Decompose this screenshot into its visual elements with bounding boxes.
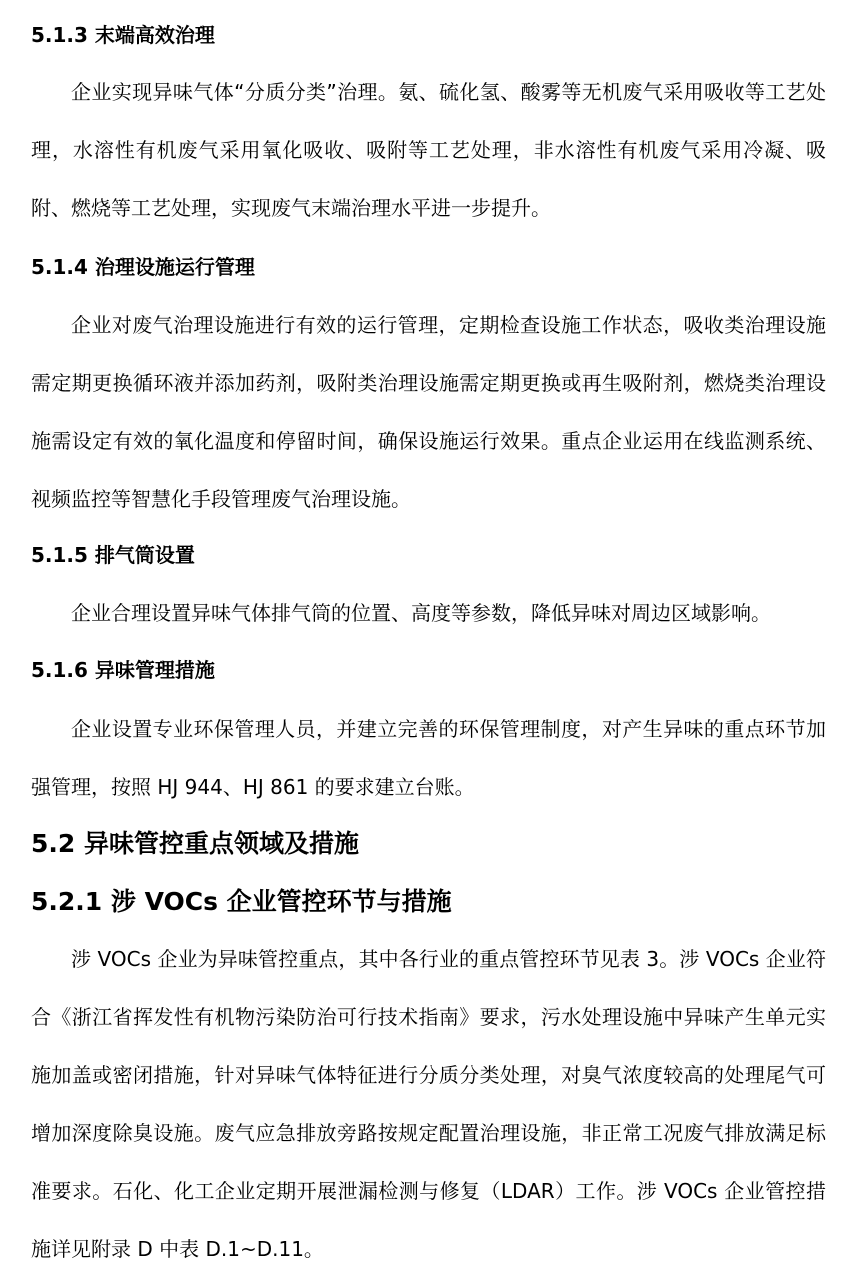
heading-5-2: 5.2 异味管控重点领域及措施 — [31, 829, 359, 858]
paragraph-5-2-1: 涉 VOCs 企业为异味管控重点，其中各行业的重点管控环节见表 3。涉 VOCs 企业符合《浙江省挥发性有机物污染防治可行技术指南》要求，污水处理设施中异味产生单元实施加盖或密闭措施，针对异味气体特征进行分质分类处理，对臭气浓度较高的处理尾气可增加深度除臭设施。废气应急排放旁路按规定配置治理设施，非正常工况废气排放满足标准要求。石化、化工企业定期开展泄漏检测与修复（LDAR）工作。涉 VOCs 企业管控措施详见附录 D 中表 D.1~D.11。 — [31, 947, 826, 1261]
paragraph-5-1-5: 企业合理设置异味气体排气筒的位置、高度等参数，降低异味对周边区域影响。 — [71, 601, 771, 625]
heading-5-1-5: 5.1.5 排气筒设置 — [31, 543, 195, 567]
paragraph-5-1-4: 企业对废气治理设施进行有效的运行管理，定期检查设施工作状态，吸收类治理设施需定期更换循环液并添加药剂，吸附类治理设施需定期更换或再生吸附剂，燃烧类治理设施需设定有效的氧化温度和停留时间，确保设施运行效果。重点企业运用在线监测系统、视频监控等智慧化手段管理废气治理设施。 — [31, 313, 826, 511]
paragraph-5-1-3: 企业实现异味气体“分质分类”治理。氨、硫化氢、酸雾等无机废气采用吸收等工艺处理，水溶性有机废气采用氧化吸收、吸附等工艺处理，非水溶性有机废气采用冷凝、吸附、燃烧等工艺处理，实现废气末端治理水平进一步提升。 — [31, 80, 826, 220]
paragraph-5-1-6: 企业设置专业环保管理人员，并建立完善的环保管理制度，对产生异味的重点环节加强管理，按照 HJ 944、HJ 861 的要求建立台账。 — [31, 717, 826, 799]
heading-5-1-3: 5.1.3 末端高效治理 — [31, 23, 215, 47]
heading-5-1-4: 5.1.4 治理设施运行管理 — [31, 255, 255, 279]
heading-5-2-1: 5.2.1 涉 VOCs 企业管控环节与措施 — [31, 887, 452, 916]
heading-5-1-6: 5.1.6 异味管理措施 — [31, 658, 215, 682]
